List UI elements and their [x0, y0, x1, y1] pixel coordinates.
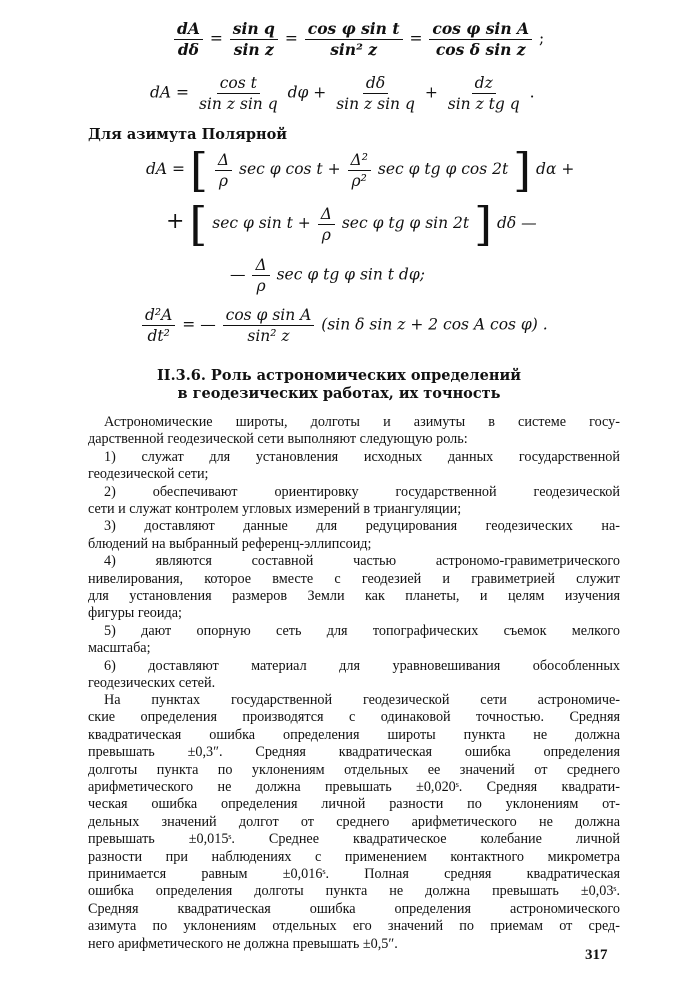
- eq4-f1-den: sin² z: [247, 327, 290, 345]
- equation-4: [140, 306, 548, 345]
- text-line: масштаба;: [88, 640, 151, 657]
- eq1-f3-den: cos δ sin z: [435, 40, 526, 59]
- text-line: 2) обеспечивают ориентировку государственной геодезической: [104, 483, 620, 500]
- eq3a-f2-num: Δ²: [348, 151, 371, 171]
- eq3b-t1: sec φ sin t +: [212, 214, 311, 232]
- eq3a-lhs: dA =: [146, 160, 186, 178]
- eq2-f3-num: dz: [472, 74, 496, 94]
- eq3a-tail: dα +: [536, 160, 575, 178]
- eq3c-f1-num: Δ: [252, 256, 269, 276]
- eq2-mid1: dφ +: [287, 83, 327, 102]
- equation-3c: [230, 256, 425, 295]
- section-title-line1: II.3.6. Роль астрономических определений: [157, 367, 521, 384]
- section-title-line2: в геодезических работах, их точность: [177, 385, 501, 402]
- eq4-f1-num: cos φ sin A: [223, 306, 315, 326]
- text-line: нивелирования, которое вместе с геодезией и гравиметрией служит: [88, 570, 620, 587]
- text-line: квадратическая ошибка определения широты пункта не должна: [88, 726, 620, 743]
- text-line: долготы пункта по уклонениям отдельных ее значений от среднего: [88, 761, 620, 778]
- eq3a-t1: sec φ cos t +: [239, 160, 341, 178]
- text-line: Астрономические широты, долготы и азимуты в системе госу-: [104, 414, 620, 430]
- text-line: разности при наблюдениях с применением контактного микрометра: [88, 848, 620, 865]
- text-line: него арифметического не должна превышать ±0,5″.: [88, 935, 398, 952]
- eq4-t1: (sin δ sin z + 2 cos A cos φ) .: [321, 315, 548, 334]
- text-line: дарственной геодезической сети выполняют следующую роль:: [88, 431, 468, 448]
- text-line: азимута по уклонениям отдельных его значений по приемам от сред-: [88, 918, 620, 935]
- eq1-lhs-num: dA: [174, 20, 203, 40]
- text-line: ческая ошибка определения личной разности по уклонениям от-: [88, 796, 620, 813]
- text-line: геодезической сети;: [88, 466, 209, 483]
- text-line: для установления размеров Земли как планеты, и целям изучения: [88, 588, 620, 605]
- text-line: 4) являются составной частью астрономо-гравиметрического: [104, 553, 620, 570]
- eq2-lhs: dA =: [150, 83, 190, 102]
- eq1-f2-num: cos φ sin t: [305, 20, 403, 40]
- eq3c-f1-den: ρ: [256, 277, 266, 295]
- eq3a-f1-den: ρ: [218, 171, 229, 190]
- page-number: 317: [585, 947, 608, 963]
- text-line: 3) доставляют данные для редуцирования геодезических на-: [104, 518, 620, 535]
- equation-2: [150, 74, 535, 113]
- text-line: геодезических сетей.: [88, 675, 216, 692]
- eq3a-t2: sec φ tg φ cos 2t: [377, 160, 509, 178]
- text-line: арифметического не должна превышать ±0,020ˢ. Средняя квадрати-: [88, 779, 620, 796]
- eq1-f1-den: sin z: [233, 40, 274, 59]
- text-line: блюдений на выбранный референц-эллипсоид;: [88, 535, 372, 552]
- text-line: 1) служат для установления исходных данных государственной: [104, 448, 620, 465]
- paragraph-1: [88, 414, 620, 693]
- equation-3b: + [ sec φ sin t + $\frac{\Delta}{\rho}$ sec φ tg φ sin 2t ] dδ —: [166, 197, 537, 251]
- eq3a-f2-den: ρ²: [351, 171, 367, 190]
- eq3a-f1-num: Δ: [215, 151, 232, 171]
- eq1-f3-num: cos φ sin A: [429, 20, 532, 40]
- eq1-lhs-den: dδ: [177, 40, 200, 59]
- equation-1: $\frac{dA}{d\delta}$ = $\frac{\text{sin q}}{\text{sin z}}$ = $\frac{\text{cos φ sin t}}{\text{sin² z}}$ = $\frac{\text{cos φ sin A}}{\text{cos δ sin z}}$ ;: [172, 20, 544, 59]
- eq1-f1-num: sin q: [230, 20, 278, 40]
- eq3b-t2: sec φ tg φ sin 2t: [341, 214, 470, 232]
- text-line: 5) дают опорную сеть для топографических съемок мелкого: [104, 622, 620, 639]
- eq2-f3-den: sin z tg q: [447, 95, 520, 113]
- eq3c-t1: sec φ tg φ sin t dφ;: [276, 265, 425, 284]
- text-line: фигуры геоида;: [88, 605, 182, 622]
- eq3b-lead: +: [166, 209, 185, 234]
- equation-3a: dA = [ $\frac{\Delta}{\rho}$ sec φ cos t + $\frac{\text{Δ²}}{\text{ρ²}}$ sec φ tg φ cos 2t ] dα +: [146, 143, 575, 197]
- eq1-tail: ;: [538, 29, 545, 48]
- eq3b-f1-num: Δ: [318, 205, 335, 225]
- text-line: Средняя квадратическая ошибка определения астрономического: [88, 900, 620, 917]
- eq2-f1-num: cos t: [217, 74, 260, 94]
- eq4-lhs-den: dt²: [147, 327, 170, 345]
- text-line: ошибка определения долготы пункта не должна превышать ±0,03ˢ.: [88, 883, 620, 900]
- eq3b-tail: dδ —: [496, 214, 537, 232]
- text-line: ские определения производятся с одинаковой точностью. Средняя: [88, 709, 620, 726]
- paragraph-2: [88, 692, 620, 953]
- text-line: На пунктах государственной геодезической сети астрономиче-: [104, 692, 620, 708]
- eq2-f2-num: dδ: [363, 74, 388, 94]
- polar-azimuth-label: Для азимута Полярной: [88, 126, 288, 143]
- text-line: принимается равным ±0,016ˢ. Полная средняя квадратическая: [88, 866, 620, 883]
- eq2-f1-den: sin z sin q: [198, 95, 278, 113]
- text-line: превышать ±0,015ˢ. Среднее квадратическое колебание личной: [88, 831, 620, 848]
- eq2-f2-den: sin z sin q: [336, 95, 415, 113]
- text-line: дельных значений долгот от среднего арифметического не должна: [88, 813, 620, 830]
- eq4-eq: = —: [182, 315, 216, 334]
- eq3c-lead: —: [230, 265, 246, 284]
- text-line: превышать ±0,3″. Средняя квадратическая ошибка определения: [88, 744, 620, 761]
- eq3b-f1-den: ρ: [321, 225, 331, 244]
- eq2-tail: .: [529, 83, 535, 102]
- eq2-plus: +: [424, 83, 438, 102]
- eq1-f2-den: sin² z: [330, 40, 378, 59]
- text-line: 6) доставляют материал для уравновешивания обособленных: [104, 657, 620, 674]
- eq4-lhs-num: d²A: [142, 306, 175, 326]
- text-line: сети и служат контролем угловых измерений в триангуляции;: [88, 501, 462, 518]
